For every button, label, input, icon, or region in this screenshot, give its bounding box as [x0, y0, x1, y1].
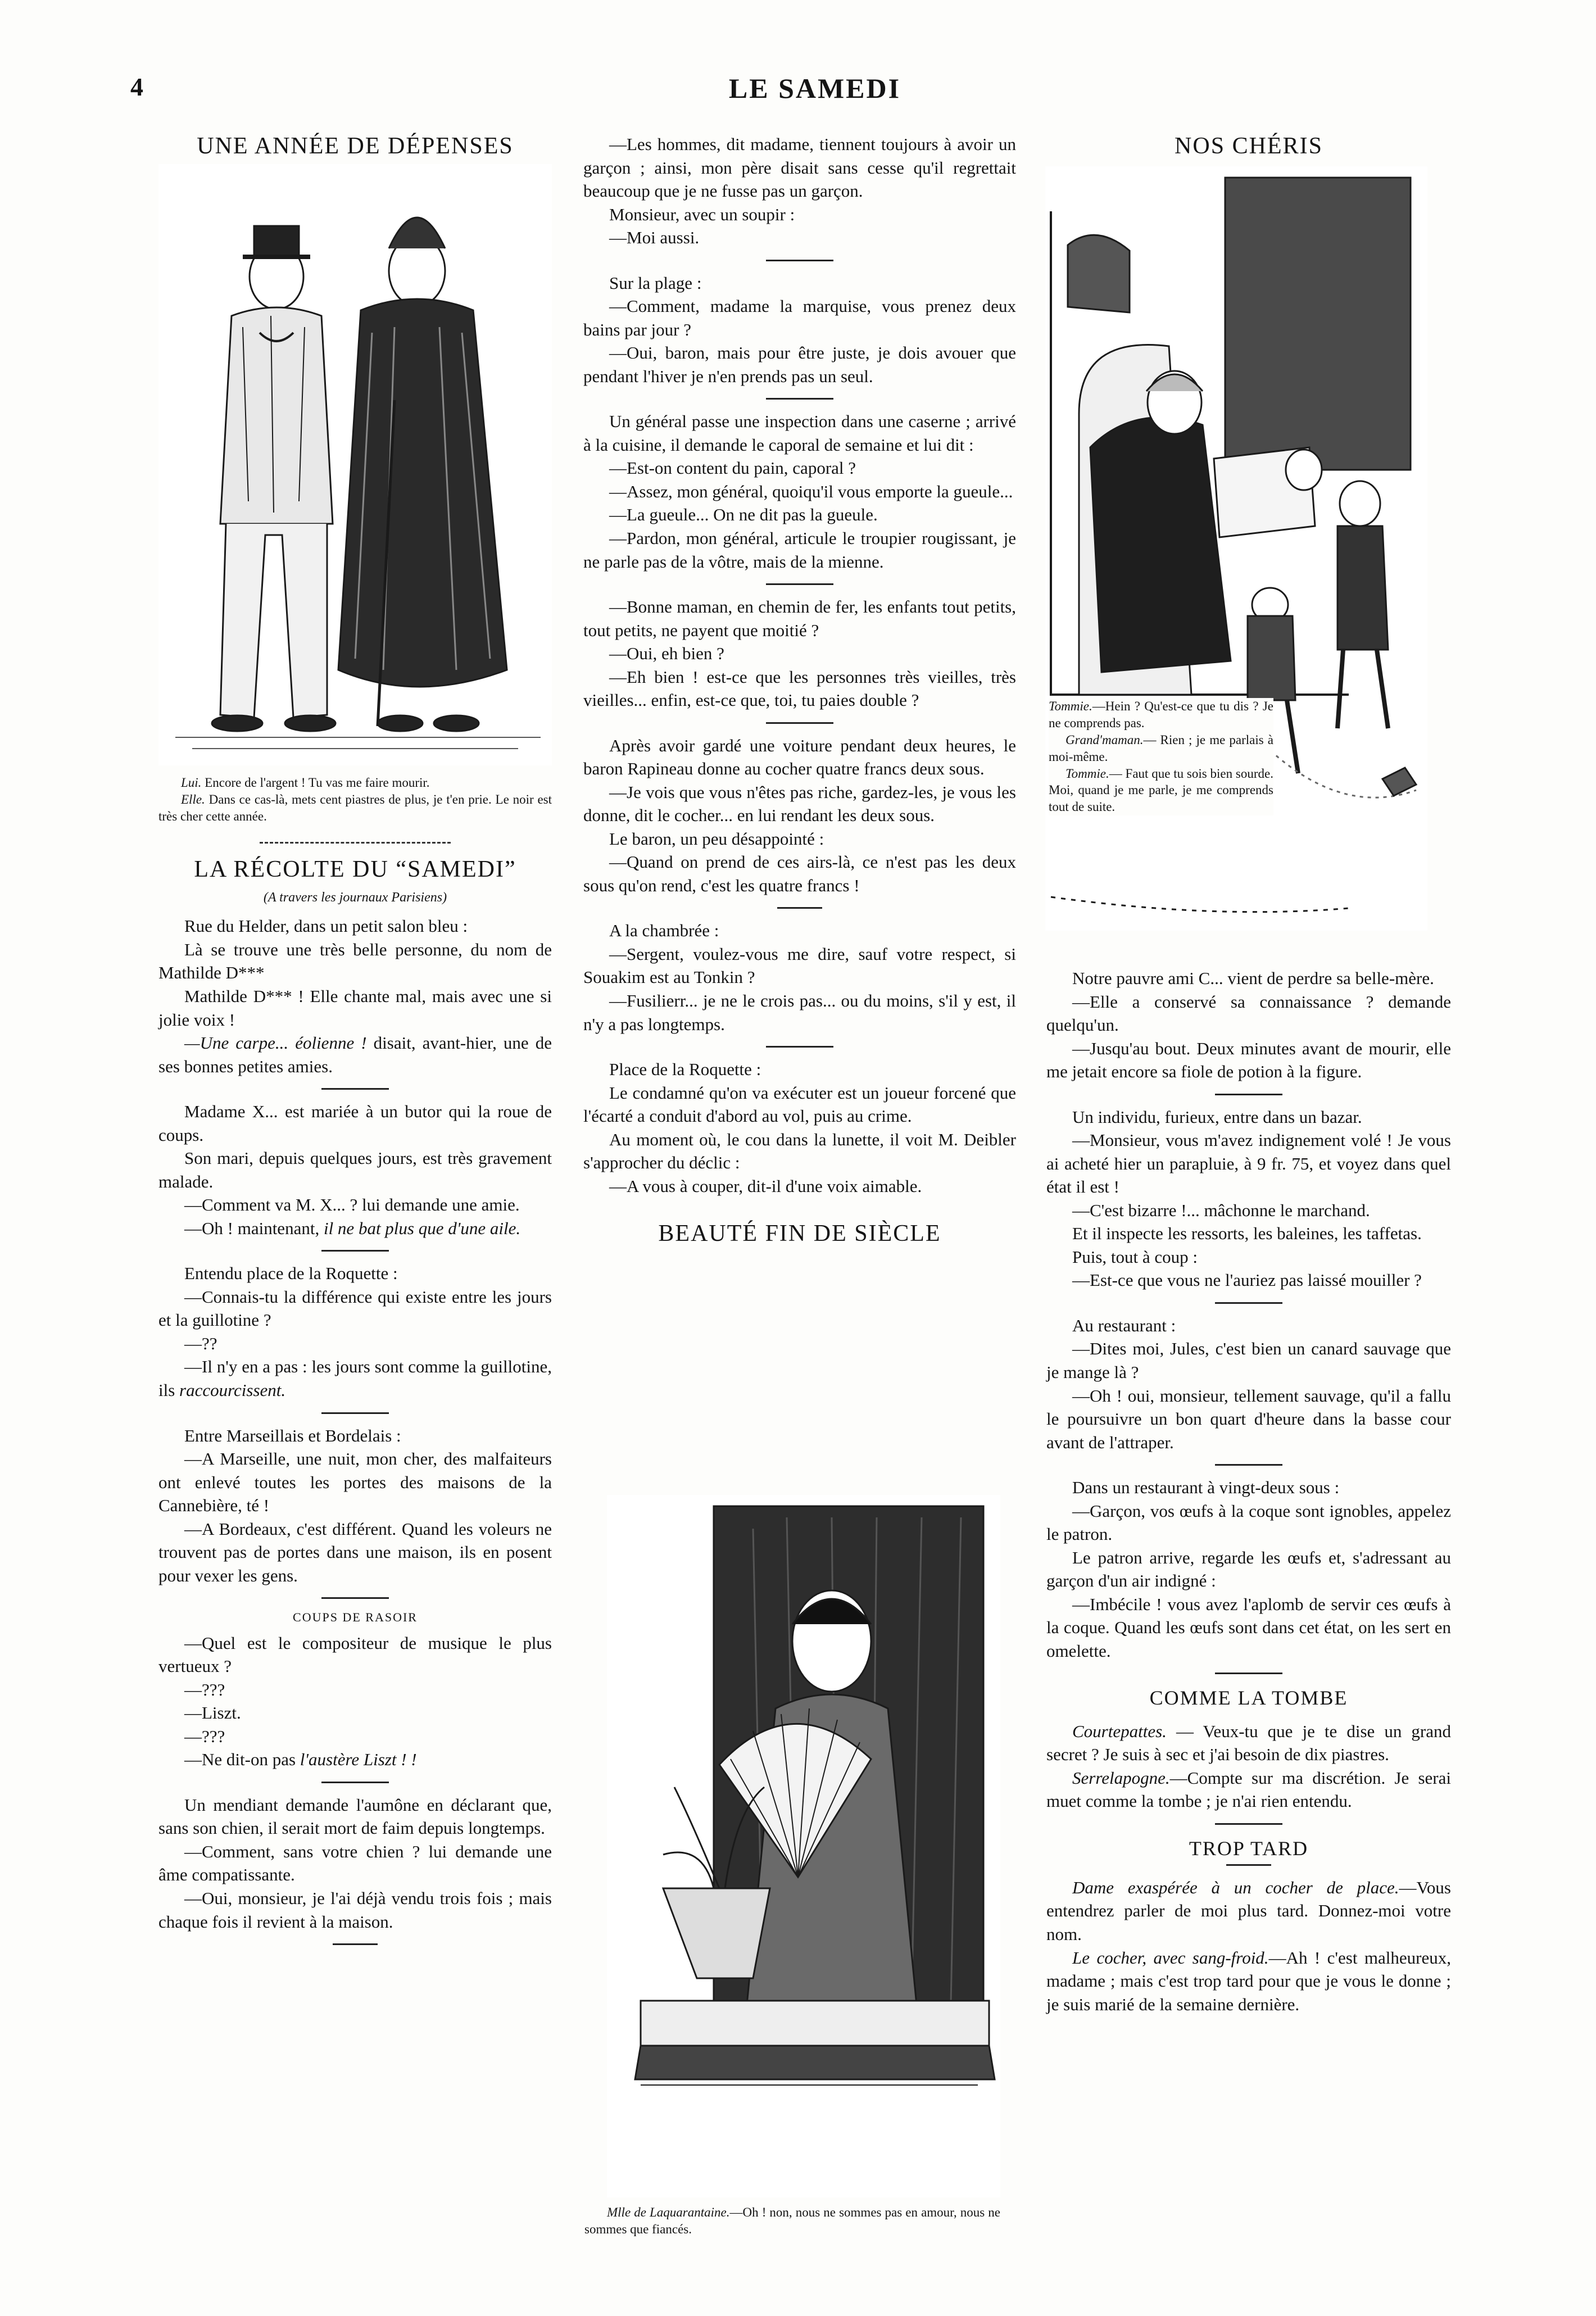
paragraph: —Je vois que vous n'êtes pas riche, gardez-les, je vous les donne, dit le cocher... en lui rendant les deux sous.: [583, 782, 1016, 826]
paragraph: —A vous à couper, dit-il d'une voix aimable.: [609, 1176, 922, 1196]
paragraph: —Est-ce que vous ne l'auriez pas laissé mouiller ?: [1072, 1270, 1422, 1290]
text: —Il n'y en a pas : les jours sont comme la guillotine, ils: [158, 1357, 552, 1400]
speaker: Courtepattes.: [1072, 1721, 1167, 1741]
separator: [777, 907, 822, 909]
paragraph: —??: [184, 1333, 217, 1353]
paragraph: Entendu place de la Roquette :: [184, 1263, 398, 1284]
paragraph: Place de la Roquette :: [609, 1059, 761, 1080]
separator: [1226, 1864, 1271, 1866]
paragraph: —Imbécile ! vous avez l'aplomb de servir ces œufs à la coque. Quand les œufs sont dans cet état, on les sert en omelette.: [1046, 1594, 1451, 1661]
paragraph: Son mari, depuis quelques jours, est très gravement malade.: [158, 1148, 552, 1191]
paragraph: [158, 1355, 552, 1402]
separator: [260, 842, 451, 844]
text: —Ne dit-on pas: [184, 1750, 300, 1770]
paragraph: —Comment, madame la marquise, vous prenez deux bains par jour ?: [583, 296, 1016, 339]
caption-cheris: [1049, 698, 1273, 815]
italic-quote: —Une carpe... éolienne !: [184, 1033, 367, 1053]
paragraph: [158, 1217, 552, 1240]
paragraph: A la chambrée :: [609, 921, 719, 941]
paragraph: Madame X... est mariée à un butor qui la roue de coups.: [158, 1102, 552, 1145]
separator: [1215, 1673, 1282, 1674]
paragraph: Le condamné qu'on va exécuter est un joueur forcené que l'écarté a conduit d'abord au vol, puis au crime.: [583, 1082, 1016, 1126]
text: —Ah ! c'est malheureux, madame ; mais c'est trop tard pour que je vous le donne ; je suis marié de la semaine dernière.: [1046, 1947, 1451, 2014]
paragraph: —A Bordeaux, c'est différent. Quand les voleurs ne trouvent pas de portes dans une maison, ils en posent pour vexer les gens.: [158, 1519, 552, 1585]
paragraph: Mathilde D*** ! Elle chante mal, mais avec une si jolie voix !: [158, 986, 552, 1030]
paragraph: —Liszt.: [184, 1703, 241, 1723]
paragraph: —Est-on content du pain, caporal ?: [609, 458, 856, 478]
caption-depenses: [158, 774, 552, 825]
paragraph: —A Marseille, une nuit, mon cher, des malfaiteurs ont enlevé toutes les portes des maisons de la Cannebière, té !: [158, 1449, 552, 1516]
article-title-cheris: NOS CHÉRIS: [1175, 133, 1323, 159]
paragraph: Rue du Helder, dans un petit salon bleu :: [184, 916, 468, 936]
paragraph: —Assez, mon général, quoiqu'il vous emporte la gueule...: [609, 481, 1013, 501]
paragraph: —C'est bizarre !... mâchonne le marchand.: [1072, 1200, 1370, 1220]
paragraph: —???: [184, 1679, 225, 1699]
paragraph: —Comment, sans votre chien ? lui demande une âme compatissante.: [158, 1841, 552, 1885]
paragraph: Un individu, furieux, entre dans un bazar.: [1072, 1107, 1362, 1127]
paragraph: —Dites moi, Jules, c'est bien un canard sauvage que je mange là ?: [1046, 1339, 1451, 1382]
italic-text: il ne bat plus que d'une aile.: [323, 1218, 521, 1238]
paragraph: Un général passe une inspection dans une caserne ; arrivé à la cuisine, il demande le caporal de semaine et lui dit :: [583, 411, 1016, 455]
paragraph: —Bonne maman, en chemin de fer, les enfants tout petits, tout petits, ne payent que moitié ?: [583, 597, 1016, 640]
page-number: 4: [130, 72, 143, 101]
speaker: Dame exaspérée à un cocher de place.: [1072, 1877, 1399, 1897]
paragraph: —Garçon, vos œufs à la coque sont ignobles, appelez le patron.: [1046, 1501, 1451, 1544]
grandmother-children-engraving-icon: [1045, 166, 1427, 931]
paragraph: —La gueule... On ne dit pas la gueule.: [609, 505, 878, 525]
caption-text-elle: Dans ce cas-là, mets cent piastres de plus, je t'en prie. Le noir est très cher cette année.: [158, 792, 552, 823]
column-left-body: [158, 832, 552, 1955]
caption-text: — Rien ; je me parlais à moi-même.: [1049, 732, 1273, 764]
paragraph: Monsieur, avec un soupir :: [609, 204, 795, 224]
separator: [1215, 1302, 1282, 1304]
caption-text-lui: Encore de l'argent ! Tu vas me faire mourir.: [205, 776, 430, 790]
paragraph: Puis, tout à coup :: [1072, 1247, 1198, 1267]
paragraph: —Moi aussi.: [609, 228, 700, 248]
caption-text: — Faut que tu sois bien sourde. Moi, quand je me parle, je me comprends tout de suite.: [1049, 766, 1273, 814]
caption-speaker: Mlle de Laquarantaine.: [607, 2205, 730, 2219]
caption-text: —Hein ? Qu'est-ce que tu dis ? Je ne comprends pas.: [1049, 699, 1273, 730]
paragraph: —Sergent, voulez-vous me dire, sauf votre respect, si Souakim est au Tonkin ?: [583, 944, 1016, 987]
speaker: Le cocher, avec sang-froid.: [1072, 1947, 1269, 1968]
separator: [766, 1046, 833, 1048]
paragraph: [1046, 1876, 1451, 1946]
paragraph: —Quand on prend de ces airs-là, ce n'est pas les deux sous qu'on rend, c'est les quatre francs !: [583, 852, 1016, 895]
section-subtitle: (A travers les journaux Parisiens): [263, 890, 447, 905]
caption-speaker-tommie: Tommie.: [1065, 766, 1109, 781]
paragraph: —Oui, baron, mais pour être juste, je dois avouer que pendant l'hiver je n'en prends pas un seul.: [583, 343, 1016, 386]
separator: [321, 1088, 389, 1090]
paragraph: [158, 1748, 552, 1771]
caption-speaker-lui: Lui.: [181, 776, 202, 790]
paragraph: [1046, 1720, 1451, 1766]
paragraph: Le baron, un peu désappointé :: [609, 828, 824, 849]
journal-masthead: LE SAMEDI: [728, 72, 901, 104]
paragraph: —Oui, eh bien ?: [609, 643, 724, 664]
column-middle: [583, 133, 1016, 1250]
paragraph: —Quel est le compositeur de musique le plus vertueux ?: [158, 1633, 552, 1676]
separator: [321, 1412, 389, 1414]
paragraph: —Fusilierr... je ne le crois pas... ou du moins, s'il y est, il n'y a pas longtemps.: [583, 991, 1016, 1034]
illustration-couple: [158, 164, 552, 765]
article-title-depenses: UNE ANNÉE DE DÉPENSES: [197, 133, 514, 159]
separator: [321, 1597, 389, 1599]
speaker: Serrelapogne.: [1072, 1767, 1170, 1788]
paragraph: Notre pauvre ami C... vient de perdre sa belle-mère.: [1072, 968, 1434, 988]
article-title-trop-tard: TROP TARD: [1189, 1837, 1309, 1860]
article-title-beaute: BEAUTÉ FIN DE SIÈCLE: [658, 1221, 941, 1247]
paragraph: —Eh bien ! est-ce que les personnes très vieilles, très vieilles... enfin, est-ce que, toi, tu paies double ?: [583, 667, 1016, 710]
text: —Oh ! maintenant,: [184, 1218, 324, 1238]
paragraph: Le patron arrive, regarde les œufs et, s'adressant au garçon d'un air indigné :: [1046, 1547, 1451, 1591]
paragraph: —???: [184, 1726, 225, 1746]
illustration-beaute: [607, 1495, 1000, 2197]
couple-engraving-icon: [158, 164, 552, 765]
paragraph: [1046, 1766, 1451, 1813]
column-right: [1046, 130, 1451, 162]
caption-speaker-elle: Elle.: [181, 792, 205, 806]
paragraph: —Pardon, mon général, articule le troupier rougissant, je ne parle pas de la vôtre, mais de la mienne.: [583, 528, 1016, 572]
italic-text: raccourcissent.: [179, 1380, 286, 1400]
lady-with-fan-engraving-icon: [607, 1495, 1000, 2197]
separator: [1215, 1094, 1282, 1095]
text: — Veux-tu que je te dise un grand secret ? Je suis à sec et j'ai besoin de dix piastres.: [1046, 1721, 1451, 1765]
column-left: [158, 130, 552, 162]
separator: [766, 398, 833, 400]
separator: [321, 1782, 389, 1783]
article-title-tombe: COMME LA TOMBE: [1149, 1687, 1348, 1710]
paragraph: Au moment où, le cou dans la lunette, il voit M. Deibler s'approcher du déclic :: [583, 1129, 1016, 1173]
paragraph: Là se trouve une très belle personne, du nom de Mathilde D***: [158, 939, 552, 983]
paragraph: Entre Marseillais et Bordelais :: [184, 1425, 401, 1445]
separator: [321, 1250, 389, 1252]
separator: [766, 260, 833, 261]
paragraph: Et il inspecte les ressorts, les baleines, les taffetas.: [1072, 1223, 1422, 1244]
caption-text: —Oh ! non, nous ne sommes pas en amour, nous ne sommes que fiancés.: [584, 2205, 1000, 2236]
heading-coups-de-rasoir: COUPS DE RASOIR: [293, 1610, 418, 1625]
section-title-recolte: LA RÉCOLTE DU “SAMEDI”: [194, 856, 516, 882]
separator: [1215, 1823, 1282, 1825]
separator: [1215, 1464, 1282, 1466]
separator: [766, 583, 833, 585]
paragraph: Sur la plage :: [609, 273, 702, 293]
paragraph: Un mendiant demande l'aumône en déclarant que, sans son chien, il serait mort de faim depuis longtemps.: [158, 1794, 552, 1838]
paragraph: —Connais-tu la différence qui existe entre les jours et la guillotine ?: [158, 1286, 552, 1330]
paragraph: Après avoir gardé une voiture pendant deux heures, le baron Rapineau donne au cocher quatre francs deux sous.: [583, 735, 1016, 779]
paragraph: —Les hommes, dit madame, tiennent toujours à avoir un garçon ; ainsi, mon père disait sans cesse qu'il regrettait beaucoup que je ne fusse pas un garçon.: [583, 134, 1016, 201]
column-right-body: [1046, 967, 1451, 2016]
italic-text: l'austère Liszt ! !: [300, 1750, 417, 1770]
text: disait, avant-hier, une de ses bonnes petites amies.: [158, 1033, 552, 1076]
separator: [766, 722, 833, 724]
text: —Vous entendrez parler de moi plus tard. Donnez-moi votre nom.: [1046, 1877, 1451, 1944]
text: —Compte sur ma discrétion. Je serai muet comme la tombe ; je n'ai rien entendu.: [1046, 1767, 1451, 1811]
caption-speaker-tommie: Tommie.: [1049, 699, 1092, 713]
paragraph: Au restaurant :: [1072, 1315, 1176, 1335]
caption-beaute: [584, 2204, 1000, 2238]
separator: [333, 1943, 378, 1945]
paragraph: —Jusqu'au bout. Deux minutes avant de mourir, elle me jetait encore sa fiole de potion à la figure.: [1046, 1038, 1451, 1082]
paragraph: —Oh ! oui, monsieur, tellement sauvage, qu'il a fallu le poursuivre un bon quart d'heure dans la basse cour avant de l'attraper.: [1046, 1385, 1451, 1452]
paragraph: [158, 1031, 552, 1078]
paragraph: —Elle a conservé sa connaissance ? demande quelqu'un.: [1046, 991, 1451, 1035]
illustration-cheris: [1045, 166, 1427, 931]
paragraph: —Monsieur, vous m'avez indignement volé ! Je vous ai acheté hier un parapluie, à 9 fr. 75, et voyez dans quel état il est !: [1046, 1130, 1451, 1197]
paragraph: [1046, 1946, 1451, 2016]
paragraph: —Comment va M. X... ? lui demande une amie.: [184, 1195, 520, 1215]
paragraph: Dans un restaurant à vingt-deux sous :: [1072, 1477, 1340, 1498]
caption-speaker-grandmaman: Grand'maman.: [1065, 732, 1144, 747]
paragraph: —Oui, monsieur, je l'ai déjà vendu trois fois ; mais chaque fois il revient à la maison.: [158, 1888, 552, 1932]
